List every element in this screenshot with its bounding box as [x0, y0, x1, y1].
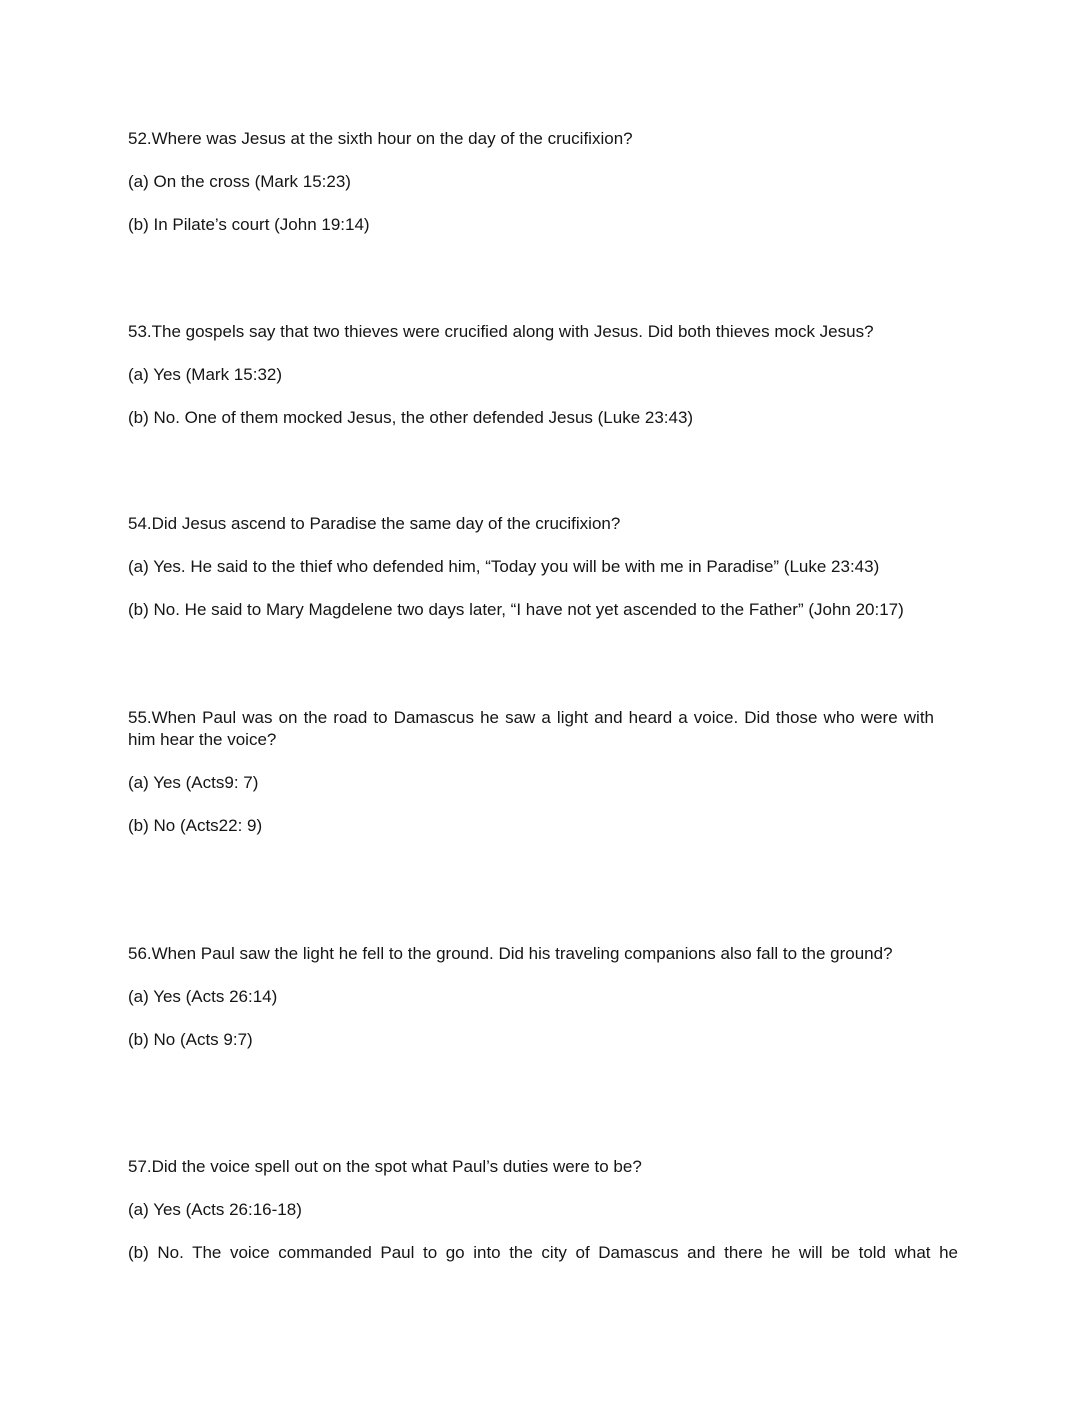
- question-block-53: [128, 321, 958, 429]
- question-block-56: [128, 943, 958, 1051]
- question-text-52: 52.Where was Jesus at the sixth hour on the day of the crucifixion?: [128, 129, 633, 148]
- answer-option-53-a: (a) Yes (Mark 15:32): [128, 365, 283, 384]
- answer-option-56-b: (b) No (Acts 9:7): [128, 1030, 253, 1049]
- answer-option-52-b: (b) In Pilate’s court (John 19:14): [128, 215, 370, 234]
- answer-option-53-b: (b) No. One of them mocked Jesus, the other defended Jesus (Luke 23:43): [128, 408, 694, 427]
- question-text-54: 54.Did Jesus ascend to Paradise the same day of the crucifixion?: [128, 514, 621, 533]
- answer-option-54-a: (a) Yes. He said to the thief who defended him, “Today you will be with me in Paradise” (Luke 23:43): [128, 557, 880, 576]
- answer-option-54-b: (b) No. He said to Mary Magdelene two days later, “I have not yet ascended to the Father” (John 20:17): [128, 600, 904, 619]
- question-block-52: [128, 128, 958, 236]
- question-text-56: 56.When Paul saw the light he fell to the ground. Did his traveling companions also fall to the ground?: [128, 944, 893, 963]
- question-block-57: [128, 1156, 958, 1264]
- answer-option-52-a: (a) On the cross (Mark 15:23): [128, 172, 351, 191]
- question-block-54: [128, 513, 958, 621]
- question-text-57: 57.Did the voice spell out on the spot what Paul’s duties were to be?: [128, 1157, 642, 1176]
- answer-option-55-b: (b) No (Acts22: 9): [128, 816, 263, 835]
- answer-option-57-b: (b) No. The voice commanded Paul to go into the city of Damascus and there he will be told what he: [128, 1243, 958, 1262]
- question-block-55: [128, 707, 958, 837]
- answer-option-55-a: (a) Yes (Acts9: 7): [128, 773, 259, 792]
- question-text-55: 55.When Paul was on the road to Damascus he saw a light and heard a voice. Did those who were with him hear the voice?: [128, 708, 934, 749]
- document-content: [128, 128, 958, 1285]
- question-text-53: 53.The gospels say that two thieves were crucified along with Jesus. Did both thieves mock Jesus?: [128, 322, 874, 341]
- answer-option-57-a: (a) Yes (Acts 26:16-18): [128, 1200, 302, 1219]
- answer-option-56-a: (a) Yes (Acts 26:14): [128, 987, 278, 1006]
